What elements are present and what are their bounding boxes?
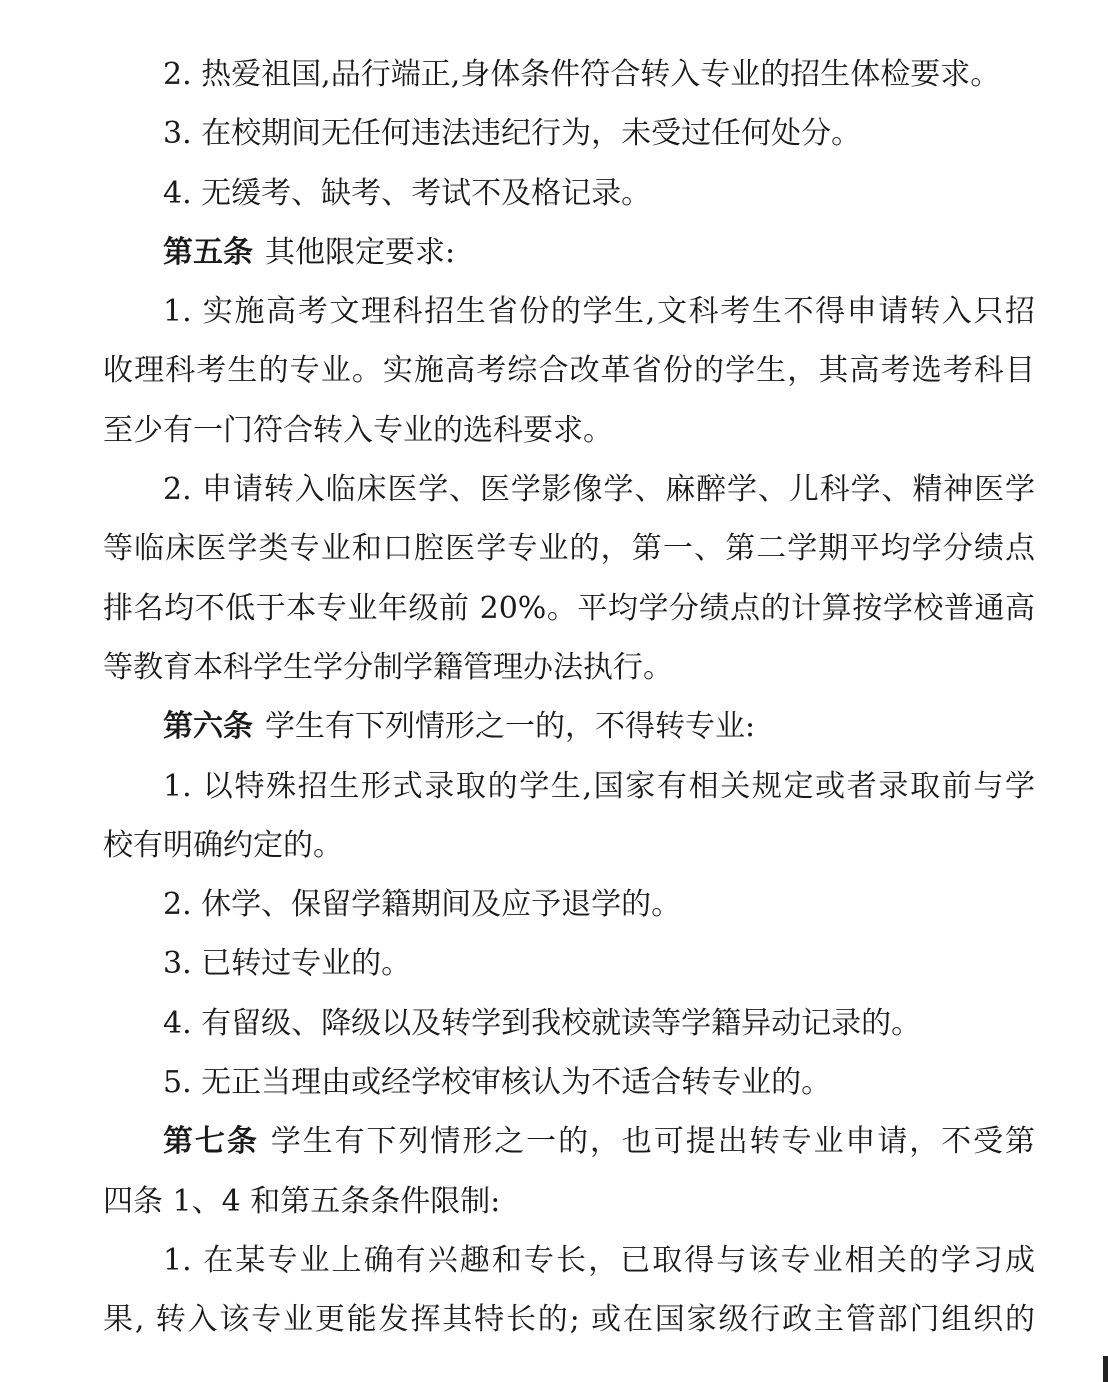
text-line: 2. 热爱祖国,品行端正,身体条件符合转入专业的招生体检要求。: [163, 57, 1001, 92]
text-line: 2. 休学、保留学籍期间及应予退学的。: [163, 887, 682, 923]
paragraph-art4-item4: [103, 164, 1035, 223]
text-line: 5. 无正当理由或经学校审核认为不适合转专业的。: [163, 1065, 832, 1101]
paragraph-art6-item1: [103, 757, 1035, 876]
scrollbar-edge: [1103, 1356, 1108, 1382]
paragraph-art5-item1: [103, 282, 1035, 460]
text-line: 4. 无缓考、缺考、考试不及格记录。: [163, 175, 652, 211]
text-line: 收理科考生的专业。实施高考综合改革省份的学生，其高考选考科目: [103, 353, 1035, 389]
paragraph-art4-item2: [103, 45, 1035, 104]
text-line: 果, 转入该专业更能发挥其特长的; 或在国家级行政主管部门组织的: [103, 1302, 1035, 1338]
text-line: 至少有一门符合转入专业的选科要求。: [103, 412, 613, 448]
document-page: [103, 45, 1035, 1350]
text-line: [103, 697, 1035, 756]
text-line: 校有明确约定的。: [103, 827, 343, 863]
article-text: 学生有下列情形之一的，不得转专业:: [265, 709, 756, 745]
text-line: 等临床医学类专业和口腔医学专业的，第一、第二学期平均学分绩点: [103, 531, 1035, 567]
text-line: 等教育本科学生学分制学籍管理办法执行。: [103, 649, 673, 685]
paragraph-art6-item2: [103, 875, 1035, 934]
text-line: 3. 在校期间无任何违法违纪行为，未受过任何处分。: [163, 116, 862, 152]
article-number: 第七条: [163, 1124, 259, 1160]
paragraph-art5-item2: [103, 460, 1035, 697]
article-6-heading: [103, 697, 1035, 756]
text-line: 1. 在某专业上确有兴趣和专长，已取得与该专业相关的学习成: [163, 1242, 1035, 1278]
article-text: 其他限定要求:: [265, 234, 456, 270]
text-line: [103, 223, 1035, 282]
text-line: 排名均不低于本专业年级前 20%。平均学分绩点的计算按学校普通高: [103, 590, 1035, 626]
text-line: 2. 申请转入临床医学、医学影像学、麻醉学、儿科学、精神医学: [163, 472, 1035, 508]
text-line: 四条 1、4 和第五条条件限制:: [103, 1183, 501, 1219]
paragraph-art4-item3: [103, 104, 1035, 163]
text-line: 4. 有留级、降级以及转学到我校就读等学籍异动记录的。: [163, 1005, 922, 1041]
article-7-heading: [103, 1112, 1035, 1231]
article-5-heading: [103, 223, 1035, 282]
article-number: 第六条: [163, 709, 253, 745]
paragraph-art6-item4: [103, 994, 1035, 1053]
text-line: 3. 已转过专业的。: [163, 946, 412, 982]
article-text: 学生有下列情形之一的，也可提出转专业申请，不受第: [270, 1124, 1036, 1160]
text-line: 1. 实施高考文理科招生省份的学生,文科考生不得申请转入只招: [163, 294, 1035, 330]
text-line: [103, 1112, 1035, 1171]
paragraph-art6-item3: [103, 934, 1035, 993]
paragraph-art7-item1: [103, 1231, 1035, 1350]
text-line: 1. 以特殊招生形式录取的学生,国家有相关规定或者录取前与学: [163, 768, 1035, 804]
article-number: 第五条: [163, 234, 253, 270]
paragraph-art6-item5: [103, 1053, 1035, 1112]
